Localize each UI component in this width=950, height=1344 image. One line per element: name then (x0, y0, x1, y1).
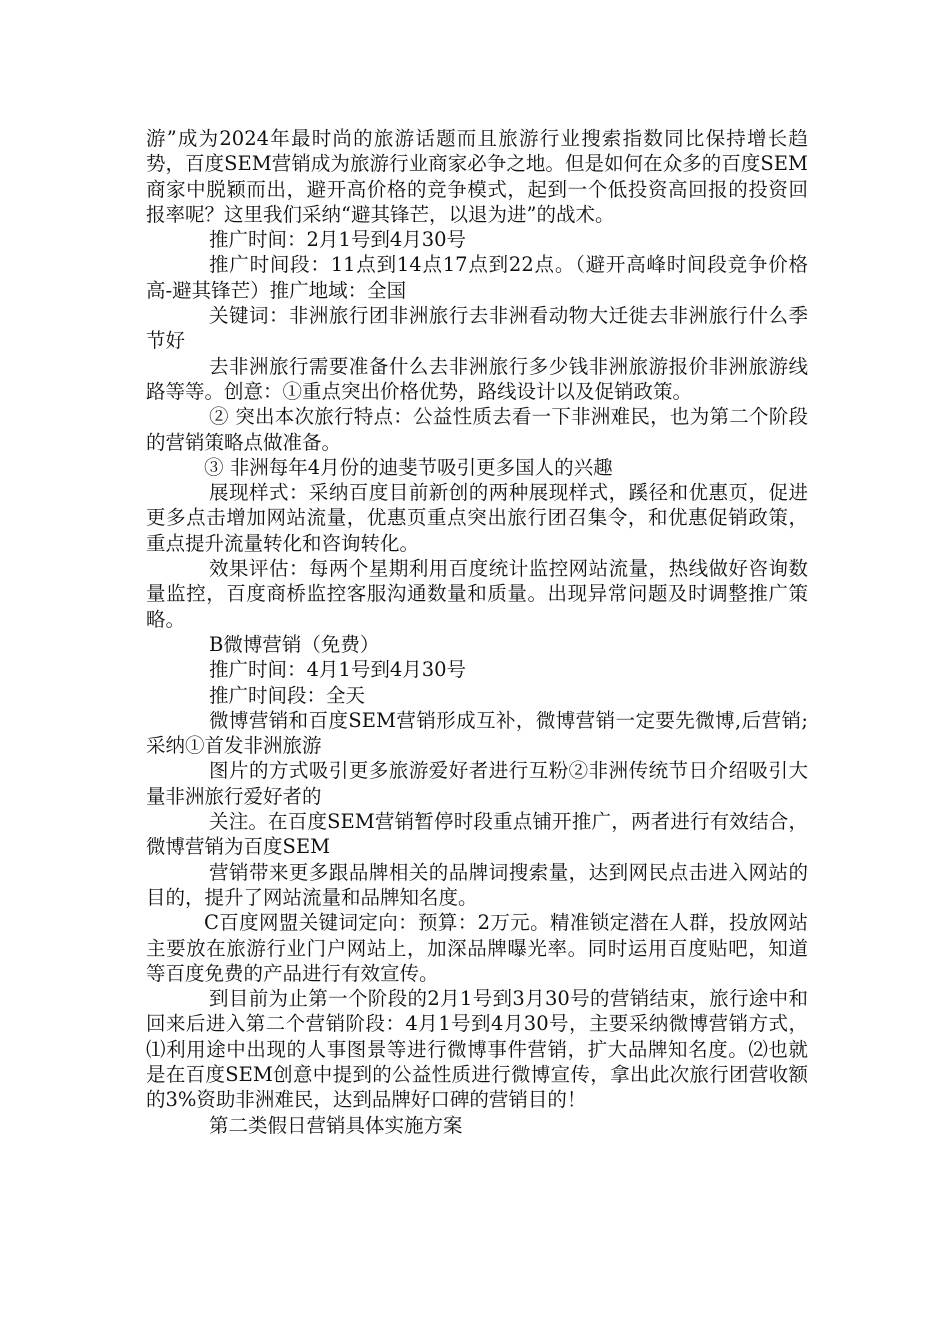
paragraph-display-style: 展现样式：采纳百度目前新创的两种展现样式，蹊径和优惠页，促进更多点击增加网站流量，优惠页重点突出旅行团召集令，和优惠促销政策，重点提升流量转化和咨询转化。 (146, 481, 808, 555)
paragraph-weibo-complement: 微博营销和百度SEM营销形成互补，微博营销一定要先微博,后营销;采纳①首发非洲旅游 (146, 708, 808, 758)
paragraph-baidu-network: C百度网盟关键词定向：预算：2万元。精准锁定潜在人群，投放网站主要放在旅游行业门户网站上，加深品牌曝光率。同时运用百度贴吧，知道等百度免费的产品进行有效宣传。 (146, 911, 808, 985)
paragraph-keywords: 关键词：非洲旅行团非洲旅行去非洲看动物大迁徙去非洲旅行什么季节好 (146, 304, 808, 353)
paragraph-weibo-follow: 关注。在百度SEM营销暂停时段重点铺开推广，两者进行有效结合，微博营销为百度SEM (146, 810, 808, 859)
paragraph-evaluation: 效果评估：每两个星期利用百度统计监控网站流量，热线做好咨询数量监控，百度商桥监控客服沟通数量和质量。出现异常问题及时调整推广策略。 (146, 557, 808, 631)
heading-weibo-marketing: B微博营销（免费） (209, 632, 380, 656)
paragraph-feature-3: ③ 非洲每年4月份的迪斐节吸引更多国人的兴趣 (204, 455, 613, 479)
paragraph-feature-2: ② 突出本次旅行特点：公益性质去看一下非洲难民，也为第二个阶段的营销策略点做准备。 (146, 405, 808, 454)
paragraph-weibo-images: 图片的方式吸引更多旅游爱好者进行互粉②非洲传统节日介绍吸引大量非洲旅行爱好者的 (146, 759, 808, 808)
paragraph-promo-time: 推广时间：2月1号到4月30号 (209, 228, 467, 252)
heading-second-holiday-plan: 第二类假日营销具体实施方案 (209, 1113, 463, 1137)
paragraph-phase-summary: 到目前为止第一个阶段的2月1号到3月30号的营销结束，旅行途中和回来后进入第二个营销阶段：4月1号到4月30号，主要采纳微博营销方式，⑴利用途中出现的人事图景等进行微博事件营销，扩大品牌知名度。⑵也就是在百度SEM创意中提到的公益性质进行微博宣传，拿出此次旅行团营收额的3%资助非洲难民，达到品牌好口碑的营销目的！ (146, 987, 808, 1112)
paragraph-weibo-time: 推广时间：4月1号到4月30号 (209, 658, 467, 682)
document-body (146, 126, 808, 1138)
paragraph-weibo-search: 营销带来更多跟品牌相关的品牌词搜索量，达到网民点击进入网站的目的，提升了网站流量和品牌知名度。 (146, 860, 808, 909)
paragraph-weibo-period: 推广时间段：全天 (209, 683, 366, 707)
paragraph-promo-period: 推广时间段：11点到14点17点到22点。（避开高峰时间段竞争价格高-避其锋芒）推广地域：全国 (146, 253, 808, 302)
paragraph-intro: 游”成为2024年最时尚的旅游话题而且旅游行业搜索指数同比保持增长趋势，百度SEM营销成为旅游行业商家必争之地。但是如何在众多的百度SEM商家中脱颖而出，避开高价格的竞争模式，起到一个低投资高回报的投资回报率呢？这里我们采纳“避其锋芒，以退为进”的战术。 (146, 127, 808, 226)
paragraph-keywords-cont: 去非洲旅行需要准备什么去非洲旅行多少钱非洲旅游报价非洲旅游线路等等。创意：①重点突出价格优势，路线设计以及促销政策。 (146, 354, 808, 403)
